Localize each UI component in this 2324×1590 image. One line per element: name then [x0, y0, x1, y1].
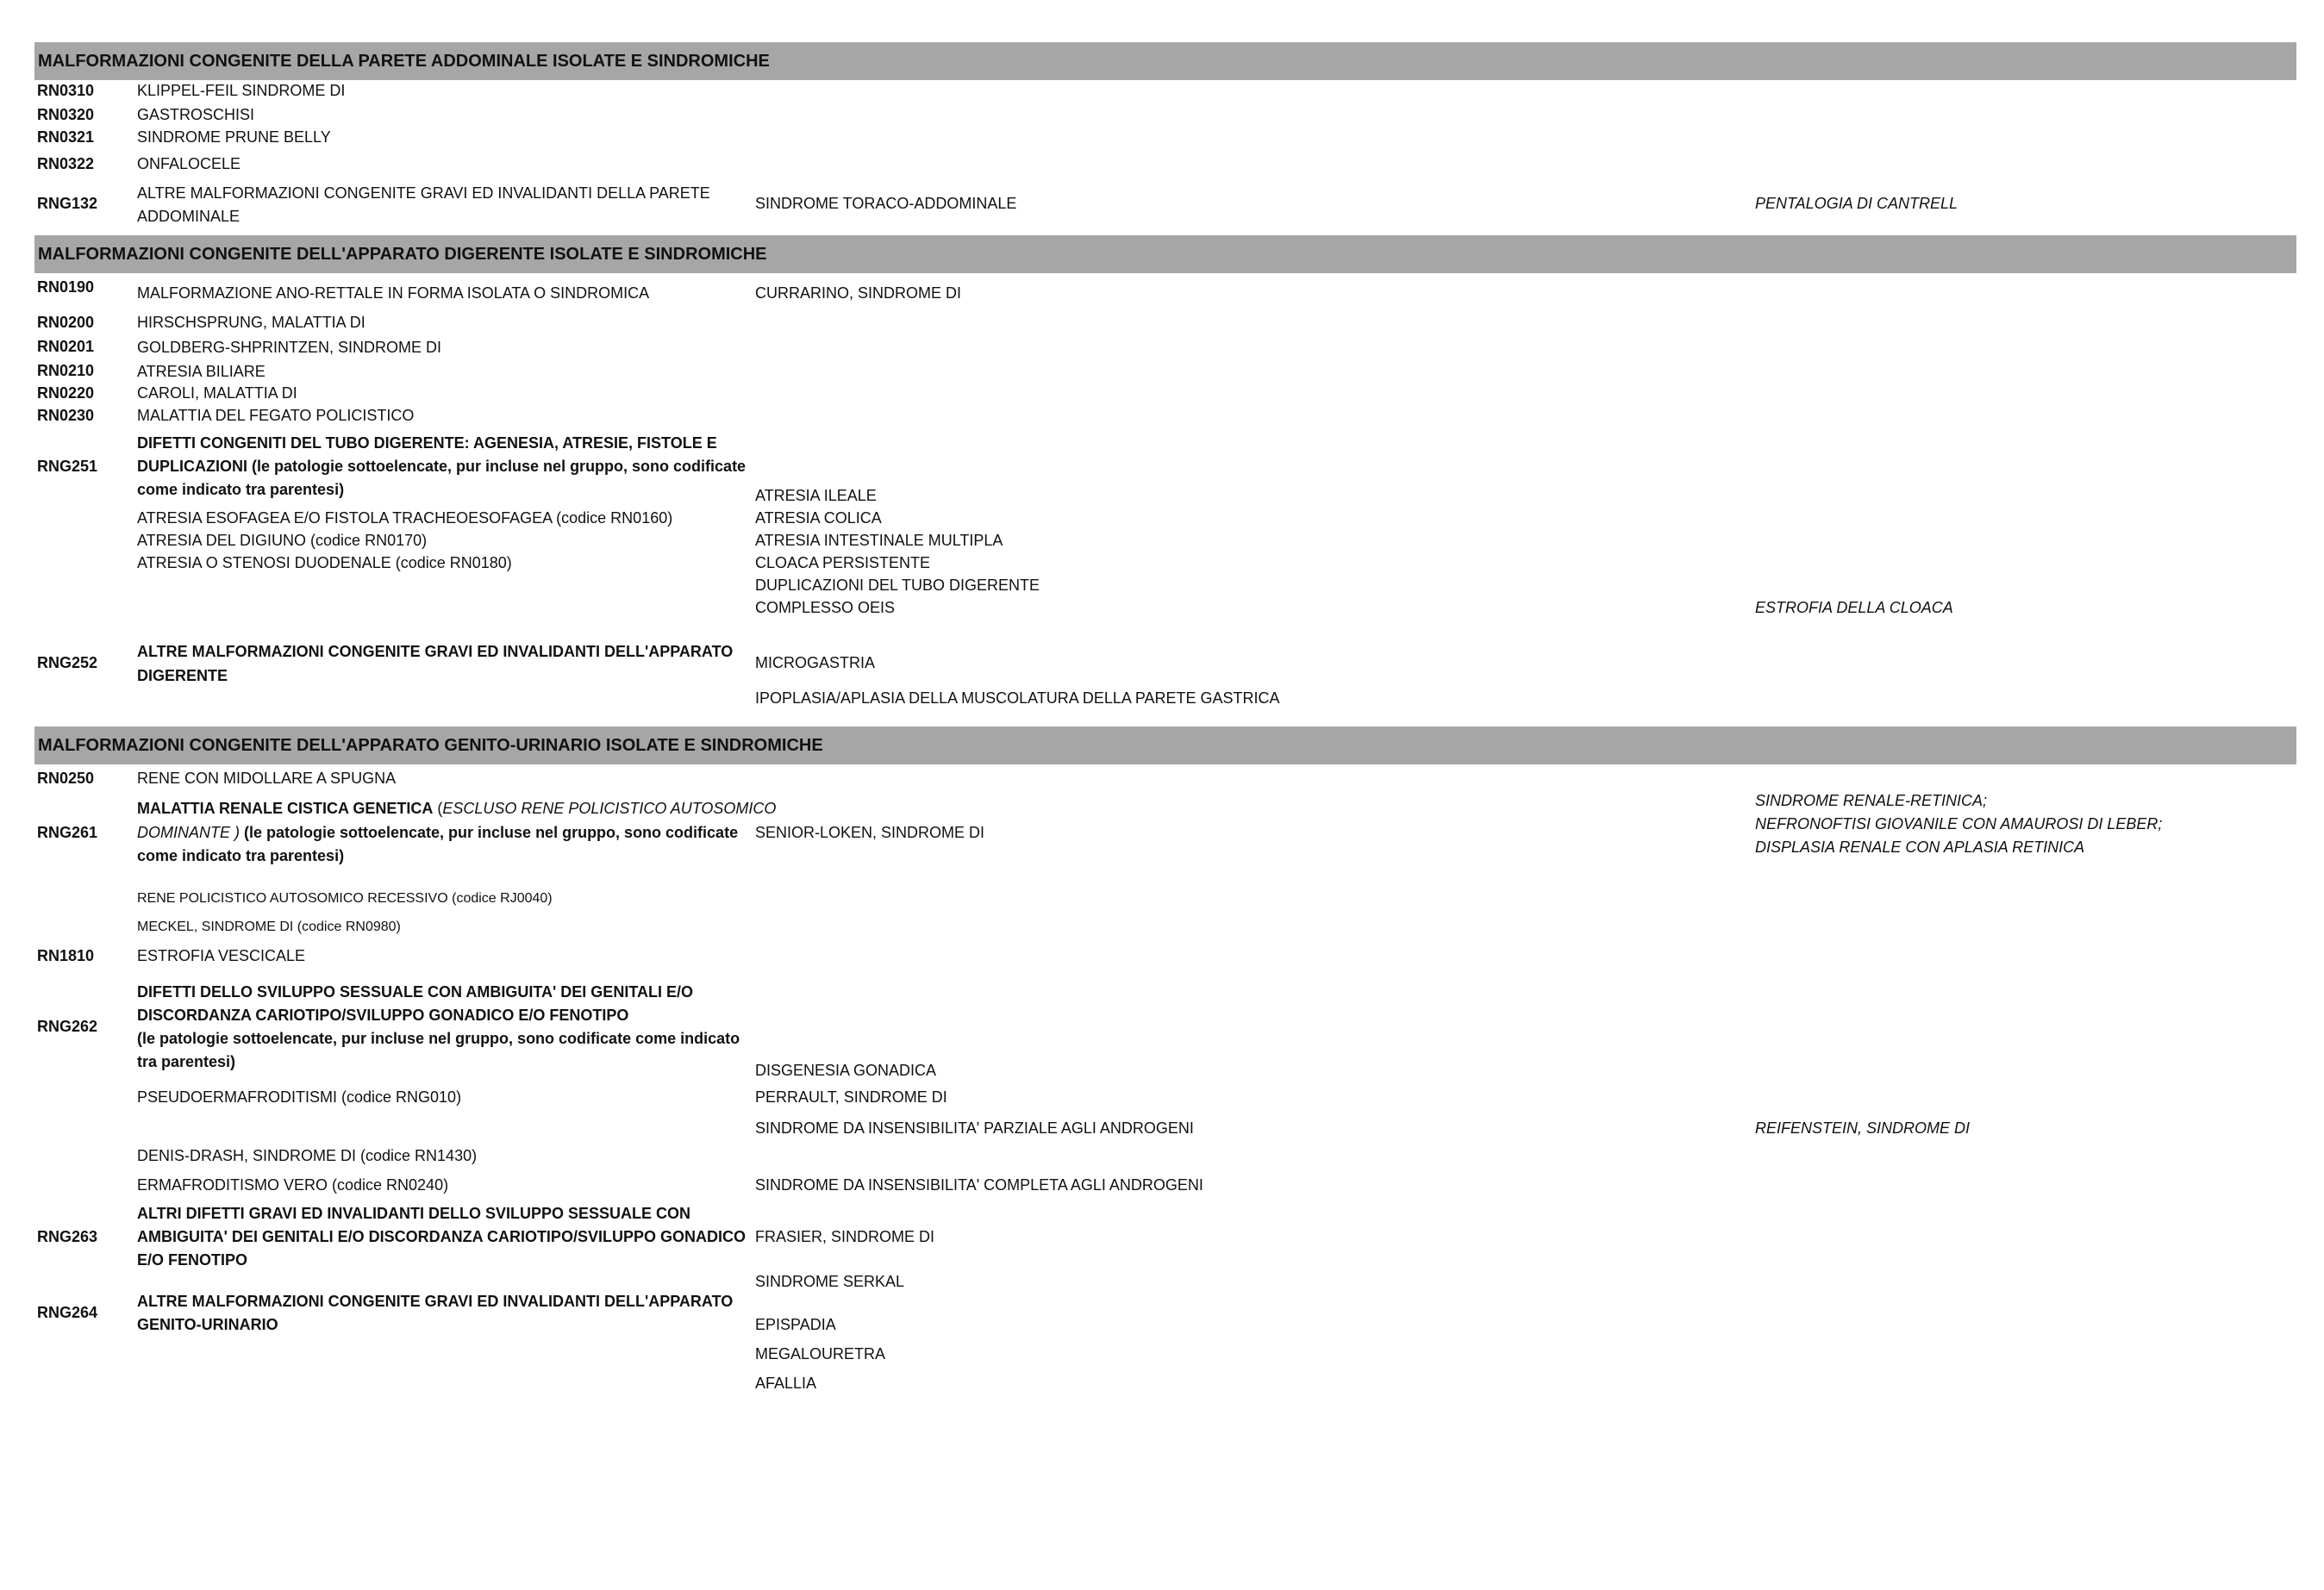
sub-item: MECKEL, SINDROME DI (codice RN0980)	[137, 920, 401, 934]
desc-cell: DUPLICAZIONI (le patologie sottoelencate, pur incluse nel gruppo, sono codificate	[137, 458, 747, 475]
sub-item: PSEUDOERMAFRODITISMI (codice RNG010)	[137, 1088, 462, 1106]
desc-cell: MALATTIA DEL FEGATO POLICISTICO	[137, 407, 415, 424]
section-header-genitourinary: MALFORMAZIONI CONGENITE DELL'APPARATO GENITO-URINARIO ISOLATE E SINDROMICHE	[34, 726, 2296, 764]
synonym-cell: REIFENSTEIN, SINDROME DI	[1755, 1119, 1971, 1137]
code-cell: RN0322	[37, 155, 95, 172]
synonym-cell: DISPLASIA RENALE CON APLASIA RETINICA	[1755, 839, 2085, 856]
sub-item: DENIS-DRASH, SINDROME DI (codice RN1430)	[137, 1147, 478, 1164]
desc-cell	[137, 821, 738, 845]
desc-cell: MALFORMAZIONE ANO-RETTALE IN FORMA ISOLATA O SINDROMICA	[137, 284, 650, 302]
code-cell: RN0200	[37, 314, 95, 331]
desc-cell: tra parentesi)	[137, 1053, 236, 1070]
desc-cell	[137, 797, 776, 820]
related-cell: IPOPLASIA/APLASIA DELLA MUSCOLATURA DELLA PARETE GASTRICA	[755, 689, 1280, 707]
sub-item: ATRESIA O STENOSI DUODENALE (codice RN0180)	[137, 554, 512, 571]
desc-cell: DIGERENTE	[137, 667, 228, 684]
related-cell: SINDROME SERKAL	[755, 1273, 905, 1290]
code-cell: RNG263	[37, 1228, 98, 1245]
synonym-cell: NEFRONOFTISI GIOVANILE CON AMAUROSI DI LEBER;	[1755, 815, 2163, 832]
desc-cell: KLIPPEL-FEIL SINDROME DI	[137, 82, 346, 99]
code-cell: RNG264	[37, 1304, 98, 1321]
related-cell: CURRARINO, SINDROME DI	[755, 284, 962, 302]
desc-cell: ALTRE MALFORMAZIONI CONGENITE GRAVI ED INVALIDANTI DELL'APPARATO	[137, 643, 734, 660]
related-cell: SINDROME DA INSENSIBILITA' COMPLETA AGLI ANDROGENI	[755, 1176, 1203, 1194]
desc-cell: come indicato tra parentesi)	[137, 847, 345, 864]
code-cell: RNG262	[37, 1018, 98, 1035]
desc-cell: GOLDBERG-SHPRINTZEN, SINDROME DI	[137, 339, 442, 356]
related-cell: DUPLICAZIONI DEL TUBO DIGERENTE	[755, 577, 1040, 594]
desc-cell: ATRESIA BILIARE	[137, 363, 266, 380]
sub-item: ATRESIA ESOFAGEA E/O FISTOLA TRACHEOESOFAGEA (codice RN0160)	[137, 509, 673, 527]
desc-cell: ESTROFIA VESCICALE	[137, 947, 306, 964]
desc-cell: ALTRE MALFORMAZIONI CONGENITE GRAVI ED INVALIDANTI DELL'APPARATO	[137, 1293, 734, 1310]
code-cell: RN0250	[37, 770, 95, 787]
desc-cell: DIFETTI CONGENITI DEL TUBO DIGERENTE: AGENESIA, ATRESIE, FISTOLE E	[137, 434, 717, 452]
synonym-cell: PENTALOGIA DI CANTRELL	[1755, 195, 1959, 212]
code-cell: RN0320	[37, 106, 95, 123]
sub-item: ERMAFRODITISMO VERO (codice RN0240)	[137, 1176, 449, 1194]
code-cell: RN0321	[37, 128, 95, 146]
sub-item: ATRESIA DEL DIGIUNO (codice RN0170)	[137, 532, 428, 549]
desc-cell: RENE CON MIDOLLARE A SPUGNA	[137, 770, 397, 787]
code-cell: RN1810	[37, 947, 95, 964]
desc-cell: (le patologie sottoelencate, pur incluse nel gruppo, sono codificate come indicato	[137, 1030, 740, 1047]
desc-cell: come indicato tra parentesi)	[137, 481, 345, 498]
desc-cell: GENITO-URINARIO	[137, 1316, 278, 1333]
code-cell: RN0201	[37, 338, 95, 355]
desc-cell: HIRSCHSPRUNG, MALATTIA DI	[137, 314, 365, 331]
related-cell: ATRESIA ILEALE	[755, 487, 877, 504]
synonym-cell: SINDROME RENALE-RETINICA;	[1755, 792, 1988, 809]
related-cell: SINDROME TORACO-ADDOMINALE	[755, 195, 1017, 212]
desc-cell: AMBIGUITA' DEI GENITALI E/O DISCORDANZA CARIOTIPO/SVILUPPO GONADICO	[137, 1228, 746, 1245]
code-cell: RN0230	[37, 407, 95, 424]
desc-cell: DISCORDANZA CARIOTIPO/SVILUPPO GONADICO E/O FENOTIPO	[137, 1007, 629, 1024]
code-cell: RN0190	[37, 278, 95, 296]
desc-cell: E/O FENOTIPO	[137, 1251, 248, 1269]
related-cell: PERRAULT, SINDROME DI	[755, 1088, 947, 1106]
related-cell: MEGALOURETRA	[755, 1345, 886, 1362]
related-cell: MICROGASTRIA	[755, 654, 876, 671]
code-cell: RNG251	[37, 458, 98, 475]
desc-italic-part: ESCLUSO RENE POLICISTICO AUTOSOMICO	[442, 800, 777, 817]
sub-item: RENE POLICISTICO AUTOSOMICO RECESSIVO (codice RJ0040)	[137, 891, 553, 906]
desc-italic-part: DOMINANTE )	[137, 824, 240, 841]
desc-cell: ALTRI DIFETTI GRAVI ED INVALIDANTI DELLO SVILUPPO SESSUALE CON	[137, 1205, 691, 1222]
desc-cell: CAROLI, MALATTIA DI	[137, 384, 297, 402]
related-cell: FRASIER, SINDROME DI	[755, 1228, 935, 1245]
desc-cell: SINDROME PRUNE BELLY	[137, 128, 331, 146]
code-cell: RN0310	[37, 82, 95, 99]
related-cell: ATRESIA INTESTINALE MULTIPLA	[755, 532, 1003, 549]
desc-bold-part: MALATTIA RENALE CISTICA GENETICA	[137, 800, 434, 817]
section-header-abdominal-wall: MALFORMAZIONI CONGENITE DELLA PARETE ADDOMINALE ISOLATE E SINDROMICHE	[34, 42, 2296, 80]
related-cell: SENIOR-LOKEN, SINDROME DI	[755, 824, 985, 841]
related-cell: DISGENESIA GONADICA	[755, 1062, 937, 1079]
desc-paren: (	[433, 800, 443, 817]
desc-bold-part: (le patologie sottoelencate, pur incluse nel gruppo, sono codificate	[240, 824, 739, 841]
code-cell: RNG132	[37, 195, 98, 212]
code-cell: RN0210	[37, 362, 95, 379]
section-header-digestive: MALFORMAZIONI CONGENITE DELL'APPARATO DIGERENTE ISOLATE E SINDROMICHE	[34, 235, 2296, 273]
related-cell: AFALLIA	[755, 1375, 817, 1392]
related-cell: ATRESIA COLICA	[755, 509, 882, 527]
synonym-cell: ESTROFIA DELLA CLOACA	[1755, 599, 1953, 616]
related-cell: EPISPADIA	[755, 1316, 836, 1333]
desc-cell: GASTROSCHISI	[137, 106, 255, 123]
desc-cell: ADDOMINALE	[137, 208, 241, 225]
desc-cell: DIFETTI DELLO SVILUPPO SESSUALE CON AMBIGUITA' DEI GENITALI E/O	[137, 983, 693, 1001]
related-cell: COMPLESSO OEIS	[755, 599, 896, 616]
code-cell: RN0220	[37, 384, 95, 402]
desc-cell: ALTRE MALFORMAZIONI CONGENITE GRAVI ED INVALIDANTI DELLA PARETE	[137, 184, 710, 202]
code-cell: RNG252	[37, 654, 98, 671]
code-cell: RNG261	[37, 824, 98, 841]
related-cell: SINDROME DA INSENSIBILITA' PARZIALE AGLI ANDROGENI	[755, 1119, 1194, 1137]
related-cell: CLOACA PERSISTENTE	[755, 554, 931, 571]
desc-cell: ONFALOCELE	[137, 155, 241, 172]
